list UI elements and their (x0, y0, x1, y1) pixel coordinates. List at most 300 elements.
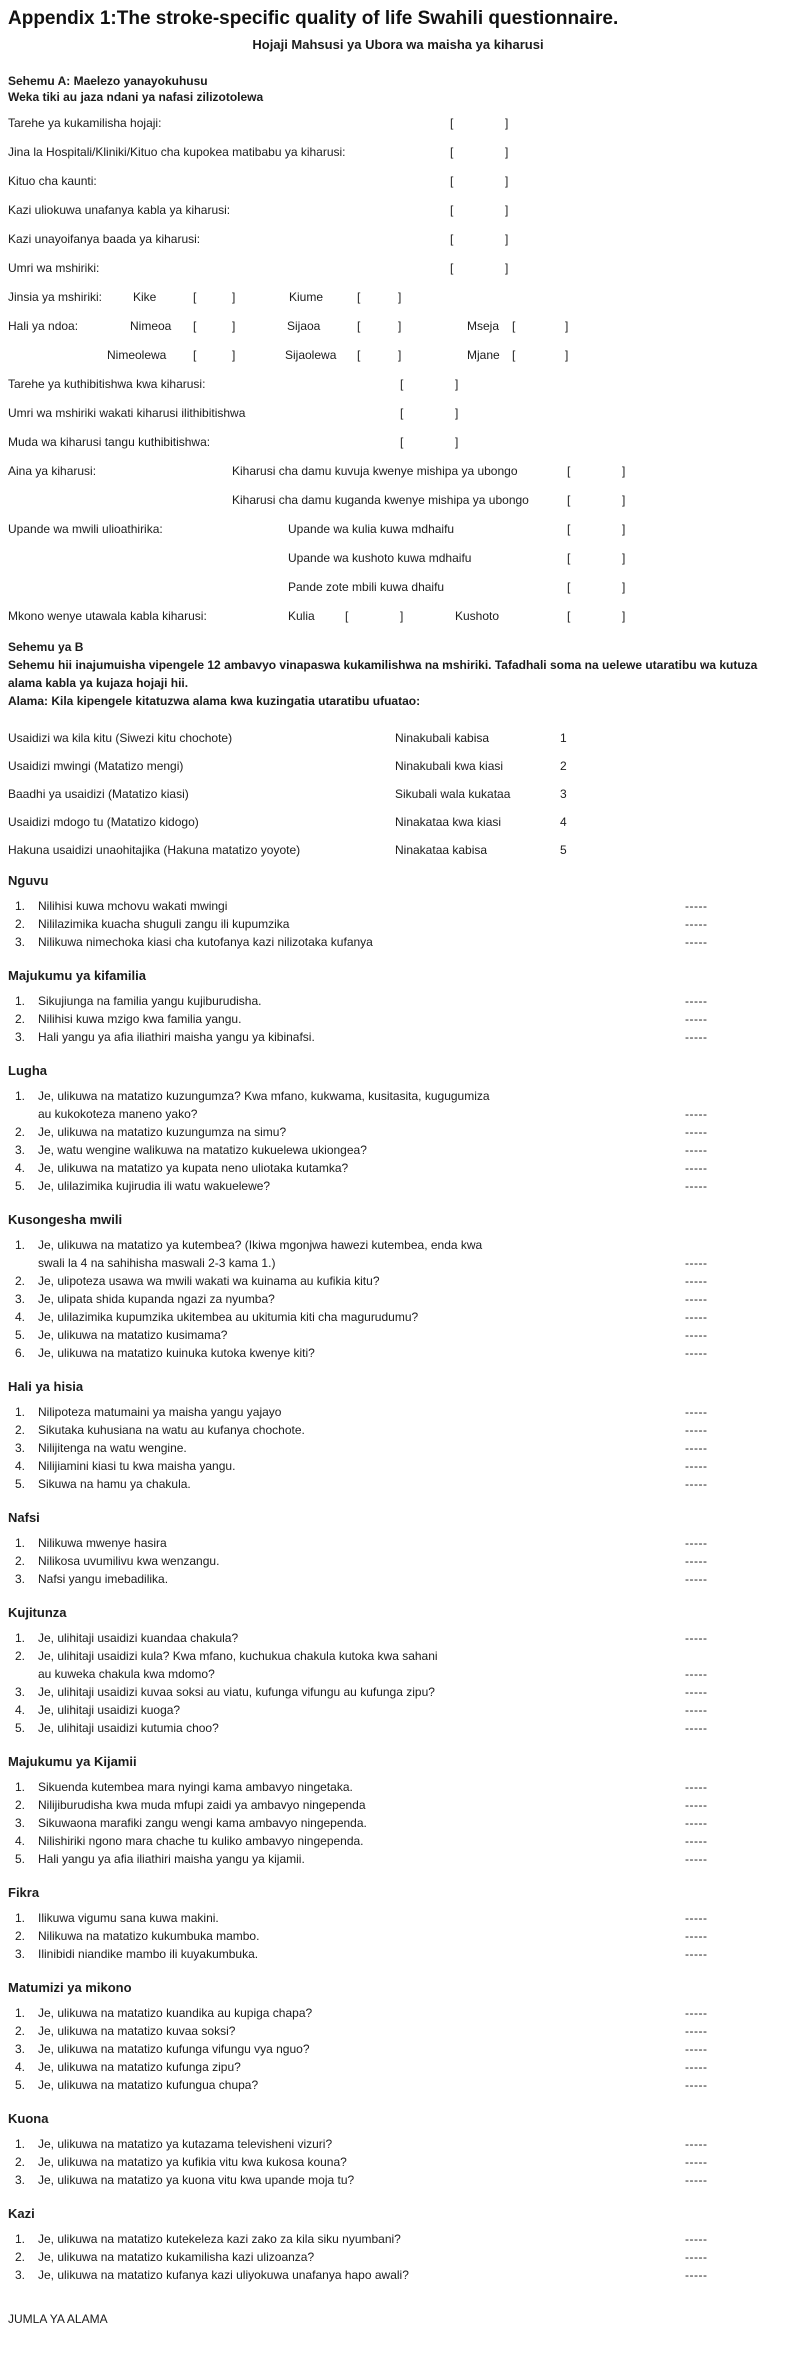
question-number: 4. (15, 2060, 26, 2074)
form-field-row (8, 232, 794, 248)
question-line (8, 1909, 794, 1927)
option-label: Kiharusi cha damu kuganda kwenye mishipa ya ubongo (232, 493, 529, 507)
answer-bracket-open: [ (357, 348, 361, 362)
question-line (8, 1665, 794, 1683)
form-field-row (8, 377, 794, 393)
option-label-nimeoa: Nimeoa (130, 319, 172, 333)
question-number: 2. (15, 2155, 26, 2169)
question-line (8, 1421, 794, 1439)
option-label-nimeolewa: Nimeolewa (107, 348, 167, 362)
question-number: 2. (15, 1929, 26, 1943)
question-number: 4. (15, 1310, 26, 1324)
answer-blank: ----- (685, 899, 708, 913)
question-line (8, 1945, 794, 1963)
scale-description: Hakuna usaidizi unaohitajika (Hakuna matatizo yoyote) (8, 843, 301, 857)
domain-title: Lugha (8, 1063, 47, 1078)
answer-bracket-open: [ (512, 319, 516, 333)
question-number: 3. (15, 2173, 26, 2187)
question-number: 3. (15, 1143, 26, 1157)
answer-bracket-close: ] (398, 319, 402, 333)
scale-row (8, 731, 794, 747)
field-label: Umri wa mshiriki wakati kiharusi ilithibitishwa (8, 406, 246, 420)
answer-blank: ----- (685, 1929, 708, 1943)
question-line (8, 1832, 794, 1850)
question-number: 3. (15, 1816, 26, 1830)
dominant-hand-field (8, 609, 794, 625)
scale-agreement-label: Ninakubali kabisa (395, 731, 490, 745)
question-line (8, 2022, 794, 2040)
question-domain (8, 1379, 794, 1493)
question-line (8, 2248, 794, 2266)
answer-blank: ----- (685, 2078, 708, 2092)
question-number: 2. (15, 1012, 26, 1026)
side-affected-row (8, 551, 794, 567)
domain-title: Nafsi (8, 1510, 40, 1525)
question-number: 1. (15, 899, 26, 913)
question-text: Nilijiburudisha kwa muda mfupi zaidi ya ambavyo ningependa (38, 1798, 366, 1812)
question-number: 2. (15, 1554, 26, 1568)
answer-blank: ----- (685, 1554, 708, 1568)
stroke-type-row (8, 464, 794, 480)
question-number: 2. (15, 1274, 26, 1288)
answer-bracket-close: ] (455, 435, 459, 449)
answer-blank: ----- (685, 1685, 708, 1699)
question-text: Je, ulikuwa na matatizo kuzungumza? Kwa mfano, kukwama, kusitasita, kugugumiza (38, 1089, 490, 1103)
section-a-instruction: Weka tiki au jaza ndani ya nafasi zilizotolewa (8, 90, 264, 104)
option-label-mjane: Mjane (467, 348, 500, 362)
option-label-kiume: Kiume (289, 290, 324, 304)
scale-description: Usaidizi mdogo tu (Matatizo kidogo) (8, 815, 199, 829)
answer-blank: ----- (685, 1274, 708, 1288)
question-text: Je, ulikuwa na matatizo kufungua chupa? (38, 2078, 259, 2092)
question-domain (8, 2206, 794, 2284)
answer-bracket-open: [ (512, 348, 516, 362)
answer-bracket-open: [ (567, 551, 571, 565)
question-number: 5. (15, 1721, 26, 1735)
domain-title: Kujitunza (8, 1605, 67, 1620)
question-text: Nilijitenga na watu wengine. (38, 1441, 187, 1455)
answer-bracket-open: [ (357, 319, 361, 333)
question-line (8, 1647, 794, 1665)
question-line (8, 1159, 794, 1177)
question-text: Nilikosa uvumilivu kwa wenzangu. (38, 1554, 220, 1568)
question-number: 1. (15, 1536, 26, 1550)
option-label-sijaolewa: Sijaolewa (285, 348, 337, 362)
question-number: 1. (15, 1405, 26, 1419)
scale-row (8, 843, 794, 859)
section-a-date-fields (8, 377, 794, 451)
question-text: Je, ulikuwa na matatizo ya kuona vitu kwa upande moja tu? (38, 2173, 355, 2187)
question-line (8, 1629, 794, 1647)
question-text: Je, ulikuwa na matatizo kuandika au kupiga chapa? (38, 2006, 313, 2020)
question-text: Nilijiamini kiasi tu kwa maisha yangu. (38, 1459, 236, 1473)
question-text: Sikutaka kuhusiana na watu au kufanya chochote. (38, 1423, 305, 1437)
answer-bracket-close: ] (505, 232, 509, 246)
question-line (8, 1236, 794, 1254)
scale-agreement-label: Ninakubali kwa kiasi (395, 759, 504, 773)
question-line (8, 2171, 794, 2189)
answer-blank: ----- (685, 1459, 708, 1473)
question-line (8, 1177, 794, 1195)
option-label-kulia: Kulia (288, 609, 315, 623)
question-text: Nilikuwa nimechoka kiasi cha kutofanya kazi nilizotaka kufanya (38, 935, 373, 949)
domain-title: Fikra (8, 1885, 40, 1900)
question-text: Je, ulilazimika kujirudia ili watu wakuelewe? (38, 1179, 271, 1193)
section-b-heading: Sehemu ya B (8, 640, 84, 654)
question-number: 4. (15, 1703, 26, 1717)
domain-title: Kusongesha mwili (8, 1212, 123, 1227)
answer-bracket-open: [ (567, 464, 571, 478)
question-text: Nililazimika kuacha shuguli zangu ili kupumzika (38, 917, 290, 931)
question-number: 1. (15, 1089, 26, 1103)
field-label: Jina la Hospitali/Kliniki/Kituo cha kupokea matibabu ya kiharusi: (8, 145, 346, 159)
domain-title: Nguvu (8, 873, 49, 888)
answer-bracket-open: [ (450, 116, 454, 130)
answer-bracket-open: [ (357, 290, 361, 304)
field-label: Kazi uliokuwa unafanya kabla ya kiharusi: (8, 203, 231, 217)
answer-bracket-close: ] (505, 261, 509, 275)
answer-blank: ----- (685, 2024, 708, 2038)
answer-blank: ----- (685, 994, 708, 1008)
scale-row (8, 815, 794, 831)
question-text: Je, ulipoteza usawa wa mwili wakati wa kuinama au kufikia kitu? (38, 1274, 380, 1288)
question-line (8, 1457, 794, 1475)
total-score-label: JUMLA YA ALAMA (8, 2312, 108, 2326)
scale-score-value: 3 (560, 787, 567, 801)
field-label: Hali ya ndoa: (8, 319, 79, 333)
answer-bracket-close: ] (455, 377, 459, 391)
answer-bracket-open: [ (450, 145, 454, 159)
side-affected-field (8, 522, 794, 596)
question-text: Je, ulihitaji usaidizi kuoga? (38, 1703, 181, 1717)
answer-blank: ----- (685, 2232, 708, 2246)
domain-title: Matumizi ya mikono (8, 1980, 132, 1995)
answer-bracket-close: ] (622, 522, 626, 536)
answer-blank: ----- (685, 1346, 708, 1360)
answer-blank: ----- (685, 1911, 708, 1925)
answer-blank: ----- (685, 1256, 708, 1270)
answer-bracket-open: [ (567, 522, 571, 536)
question-number: 1. (15, 2232, 26, 2246)
field-label: Upande wa mwili ulioathirika: (8, 522, 163, 536)
answer-blank: ----- (685, 2042, 708, 2056)
gender-field (8, 290, 794, 306)
question-text: Je, ulikuwa na matatizo ya kutazama televisheni vizuri? (38, 2137, 333, 2151)
answer-bracket-close: ] (622, 493, 626, 507)
scale-description: Usaidizi mwingi (Matatizo mengi) (8, 759, 184, 773)
question-number: 2. (15, 1125, 26, 1139)
field-label: Kazi unayoifanya baada ya kiharusi: (8, 232, 201, 246)
question-text: Je, ulikuwa na matatizo kufanya kazi uliyokuwa unafanya hapo awali? (38, 2268, 409, 2282)
answer-bracket-close: ] (622, 609, 626, 623)
page-title: Appendix 1:The stroke-specific quality of life Swahili questionnaire. (8, 8, 619, 29)
form-field-row (8, 116, 794, 132)
question-number: 2. (15, 917, 26, 931)
question-domain (8, 1063, 794, 1195)
answer-blank: ----- (685, 1631, 708, 1645)
answer-blank: ----- (685, 1703, 708, 1717)
answer-bracket-close: ] (505, 174, 509, 188)
question-line (8, 992, 794, 1010)
question-text: Sikuwa na hamu ya chakula. (38, 1477, 191, 1491)
question-domains (8, 873, 794, 2284)
question-line (8, 2230, 794, 2248)
option-label-kushoto: Kushoto (455, 609, 500, 623)
question-line (8, 2040, 794, 2058)
answer-bracket-open: [ (400, 406, 404, 420)
question-line (8, 1814, 794, 1832)
question-line (8, 1272, 794, 1290)
domain-title: Kuona (8, 2111, 49, 2126)
option-label: Pande zote mbili kuwa dhaifu (288, 580, 445, 594)
form-field-row (8, 203, 794, 219)
field-label: Tarehe ya kukamilisha hojaji: (8, 116, 162, 130)
question-domain (8, 1510, 794, 1588)
question-line (8, 1683, 794, 1701)
marital-status-field (8, 319, 794, 364)
question-text: Je, ulikuwa na matatizo kuvaa soksi? (38, 2024, 236, 2038)
question-text: Je, ulikuwa na matatizo kuinuka kutoka kwenye kiti? (38, 1346, 315, 1360)
question-line (8, 1087, 794, 1105)
answer-bracket-close: ] (232, 319, 236, 333)
question-number: 3. (15, 1441, 26, 1455)
answer-blank: ----- (685, 1125, 708, 1139)
question-text: Je, ulikuwa na matatizo ya kufikia vitu kwa kukosa kouna? (38, 2155, 347, 2169)
question-line (8, 2004, 794, 2022)
question-number: 2. (15, 1423, 26, 1437)
answer-bracket-close: ] (232, 290, 236, 304)
question-number: 2. (15, 2250, 26, 2264)
option-label: Upande wa kulia kuwa mdhaifu (288, 522, 455, 536)
answer-bracket-close: ] (505, 145, 509, 159)
marital-row-1 (8, 319, 794, 335)
question-line (8, 1123, 794, 1141)
option-label-kike: Kike (133, 290, 157, 304)
question-number: 5. (15, 1852, 26, 1866)
question-line (8, 1326, 794, 1344)
question-line (8, 915, 794, 933)
scale-score-value: 2 (560, 759, 567, 773)
question-domain (8, 1212, 794, 1362)
question-line (8, 1254, 794, 1272)
answer-blank: ----- (685, 1721, 708, 1735)
question-line (8, 1344, 794, 1362)
answer-blank: ----- (685, 1667, 708, 1681)
answer-bracket-close: ] (398, 290, 402, 304)
question-line (8, 1403, 794, 1421)
question-text: Nilikuwa mwenye hasira (38, 1536, 167, 1550)
answer-blank: ----- (685, 1536, 708, 1550)
answer-bracket-close: ] (232, 348, 236, 362)
stroke-type-row (8, 493, 794, 509)
question-text: Je, ulikuwa na matatizo kutekeleza kazi zako za kila siku nyumbani? (38, 2232, 401, 2246)
scale-score-value: 5 (560, 843, 567, 857)
answer-bracket-close: ] (400, 609, 404, 623)
question-number: 4. (15, 1161, 26, 1175)
answer-bracket-open: [ (450, 174, 454, 188)
answer-bracket-close: ] (505, 116, 509, 130)
question-line (8, 1778, 794, 1796)
answer-blank: ----- (685, 1179, 708, 1193)
question-text: Ilikuwa vigumu sana kuwa makini. (38, 1911, 219, 1925)
question-text: Je, ulihitaji usaidizi kula? Kwa mfano, kuchukua chakula kutoka kwa sahani (38, 1649, 438, 1663)
question-number: 1. (15, 994, 26, 1008)
question-number: 3. (15, 1685, 26, 1699)
answer-blank: ----- (685, 1423, 708, 1437)
answer-blank: ----- (685, 2060, 708, 2074)
form-field-row (8, 406, 794, 422)
answer-blank: ----- (685, 2155, 708, 2169)
scale-row (8, 787, 794, 803)
question-text: Je, ulihitaji usaidizi kuandaa chakula? (38, 1631, 239, 1645)
question-number: 2. (15, 1798, 26, 1812)
answer-blank: ----- (685, 2006, 708, 2020)
answer-blank: ----- (685, 1441, 708, 1455)
question-line (8, 1439, 794, 1457)
answer-bracket-close: ] (398, 348, 402, 362)
question-number: 2. (15, 1649, 26, 1663)
answer-bracket-open: [ (400, 377, 404, 391)
question-text: Nilihisi kuwa mchovu wakati mwingi (38, 899, 228, 913)
scale-agreement-label: Ninakataa kabisa (395, 843, 488, 857)
question-text: Nilipoteza matumaini ya maisha yangu yajayo (38, 1405, 282, 1419)
gender-row (8, 290, 794, 306)
question-line (8, 1105, 794, 1123)
answer-bracket-open: [ (193, 290, 197, 304)
question-text: swali la 4 na sahihisha maswali 2-3 kama 1.) (38, 1256, 276, 1270)
question-number: 5. (15, 1179, 26, 1193)
question-number: 5. (15, 2078, 26, 2092)
field-label: Jinsia ya mshiriki: (8, 290, 103, 304)
answer-blank: ----- (685, 1030, 708, 1044)
question-number: 1. (15, 1631, 26, 1645)
domain-title: Majukumu ya kifamilia (8, 968, 146, 983)
scale-agreement-label: Ninakataa kwa kiasi (395, 815, 502, 829)
field-label: Muda wa kiharusi tangu kuthibitishwa: (8, 435, 211, 449)
answer-blank: ----- (685, 1107, 708, 1121)
question-number: 3. (15, 1947, 26, 1961)
option-label-sijaoa: Sijaoa (287, 319, 321, 333)
answer-blank: ----- (685, 1012, 708, 1026)
answer-bracket-open: [ (400, 435, 404, 449)
answer-blank: ----- (685, 917, 708, 931)
question-line (8, 1010, 794, 1028)
answer-blank: ----- (685, 1405, 708, 1419)
section-b-intro-block (8, 638, 794, 710)
answer-blank: ----- (685, 2268, 708, 2282)
question-domain (8, 1980, 794, 2094)
form-field-row (8, 435, 794, 451)
domain-title: Kazi (8, 2206, 35, 2221)
section-a-heading: Sehemu A: Maelezo yanayokuhusu (8, 74, 208, 88)
marital-row-2 (8, 348, 794, 364)
form-field-row (8, 261, 794, 277)
question-text: Sikuenda kutembea mara nyingi kama ambavyo ningetaka. (38, 1780, 353, 1794)
question-number: 3. (15, 1292, 26, 1306)
answer-blank: ----- (685, 1292, 708, 1306)
field-label: Kituo cha kaunti: (8, 174, 97, 188)
answer-bracket-close: ] (565, 319, 569, 333)
question-text: Nilihisi kuwa mzigo kwa familia yangu. (38, 1012, 242, 1026)
question-number: 5. (15, 1477, 26, 1491)
question-line (8, 2058, 794, 2076)
question-number: 3. (15, 2042, 26, 2056)
question-line (8, 2135, 794, 2153)
question-line (8, 1570, 794, 1588)
question-number: 1. (15, 2006, 26, 2020)
scoring-scale-table (8, 731, 794, 859)
answer-blank: ----- (685, 2173, 708, 2187)
question-line (8, 1552, 794, 1570)
question-text: Je, ulikuwa na matatizo kufunga zipu? (38, 2060, 241, 2074)
field-label: Aina ya kiharusi: (8, 464, 97, 478)
section-b-intro: Sehemu hii inajumuisha vipengele 12 ambavyo vinapaswa kukamilishwa na mshiriki. Tafadhali soma na uelewe utaratibu wa kutuza alama kabla ya kujaza hojaji hii. (8, 658, 758, 690)
question-number: 1. (15, 2137, 26, 2151)
option-label: Upande wa kushoto kuwa mdhaifu (288, 551, 472, 565)
answer-blank: ----- (685, 1161, 708, 1175)
question-text: Je, ulikuwa na matatizo kusimama? (38, 1328, 228, 1342)
question-line (8, 1796, 794, 1814)
question-text: au kuweka chakula kwa mdomo? (38, 1667, 215, 1681)
answer-bracket-open: [ (193, 348, 197, 362)
question-number: 4. (15, 1834, 26, 1848)
question-text: Nilishiriki ngono mara chache tu kuliko ambavyo ningependa. (38, 1834, 364, 1848)
question-text: Sikuwaona marafiki zangu wengi kama ambavyo ningependa. (38, 1816, 367, 1830)
question-domain (8, 1754, 794, 1868)
question-domain (8, 1605, 794, 1737)
question-number: 5. (15, 1328, 26, 1342)
answer-bracket-close: ] (565, 348, 569, 362)
answer-blank: ----- (685, 1477, 708, 1491)
scale-row (8, 759, 794, 775)
field-label: Tarehe ya kuthibitishwa kwa kiharusi: (8, 377, 206, 391)
scale-description: Usaidizi wa kila kitu (Siwezi kitu chochote) (8, 731, 233, 745)
question-text: au kukokoteza maneno yako? (38, 1107, 198, 1121)
answer-bracket-open: [ (345, 609, 349, 623)
stroke-type-field (8, 464, 794, 509)
question-line (8, 1701, 794, 1719)
answer-bracket-open: [ (567, 493, 571, 507)
answer-bracket-open: [ (567, 609, 571, 623)
section-b-scoring-heading: Alama: Kila kipengele kitatuzwa alama kwa kuzingatia utaratibu ufuatao: (8, 694, 421, 708)
question-line (8, 1141, 794, 1159)
domain-title: Majukumu ya Kijamii (8, 1754, 137, 1769)
question-line (8, 2266, 794, 2284)
dominant-hand-row (8, 609, 794, 625)
answer-blank: ----- (685, 1834, 708, 1848)
question-line (8, 1719, 794, 1737)
answer-bracket-close: ] (505, 203, 509, 217)
question-number: 3. (15, 1572, 26, 1586)
domain-title: Hali ya hisia (8, 1379, 84, 1394)
question-line (8, 1534, 794, 1552)
field-label: Mkono wenye utawala kabla kiharusi: (8, 609, 207, 623)
answer-blank: ----- (685, 1780, 708, 1794)
answer-bracket-close: ] (622, 580, 626, 594)
answer-bracket-open: [ (450, 203, 454, 217)
question-text: Nafsi yangu imebadilika. (38, 1572, 169, 1586)
question-line (8, 1308, 794, 1326)
question-number: 3. (15, 1030, 26, 1044)
side-affected-row (8, 580, 794, 596)
scale-description: Baadhi ya usaidizi (Matatizo kiasi) (8, 787, 189, 801)
question-number: 6. (15, 1346, 26, 1360)
question-number: 1. (15, 1911, 26, 1925)
answer-blank: ----- (685, 1328, 708, 1342)
answer-blank: ----- (685, 1798, 708, 1812)
question-domain (8, 968, 794, 1046)
answer-blank: ----- (685, 1572, 708, 1586)
